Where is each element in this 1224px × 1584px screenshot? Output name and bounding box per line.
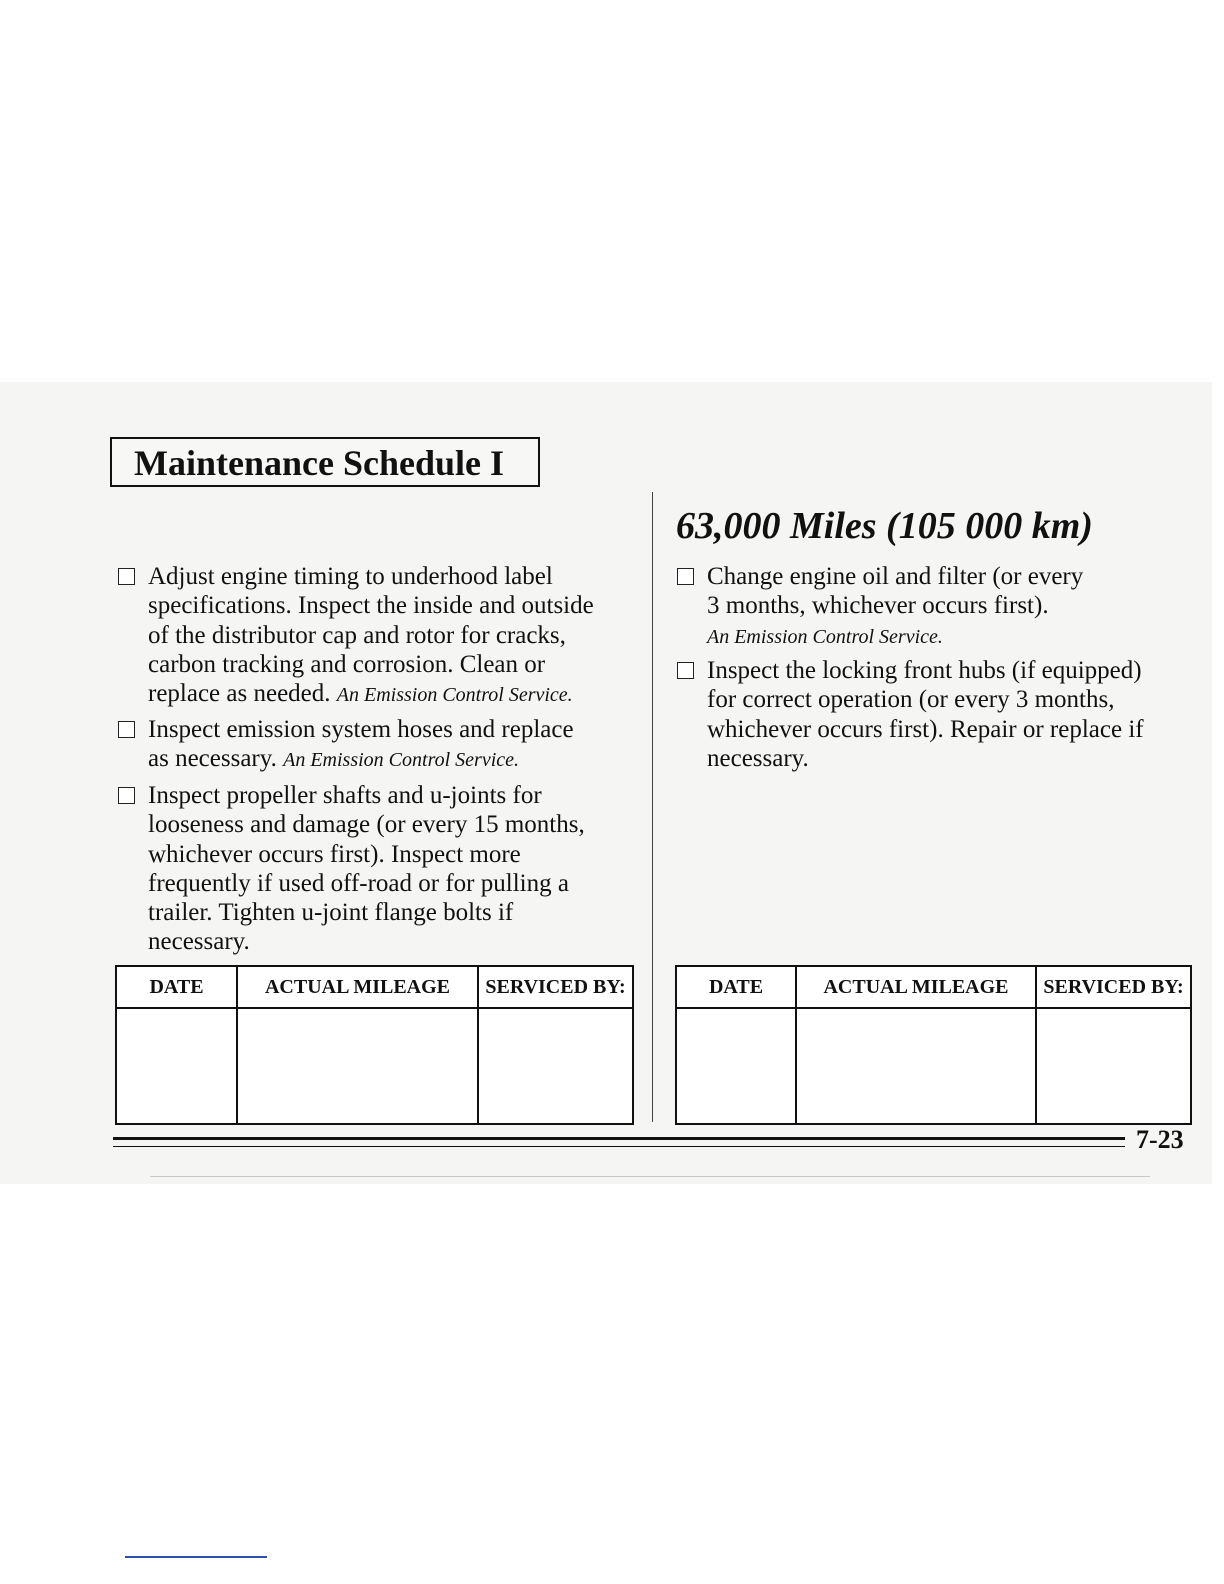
item-line: specifications. Inspect the inside and outside [148, 592, 594, 620]
service-record-table-right [675, 965, 1192, 1125]
checkbox[interactable] [118, 787, 135, 804]
link-underline[interactable] [125, 1556, 267, 1558]
checkbox[interactable] [677, 568, 694, 585]
item-line: Inspect emission system hoses and replace [148, 716, 574, 743]
item-line: Change engine oil and filter (or every [707, 563, 1084, 590]
service-record-table-left [115, 965, 634, 1125]
mileage-heading: 63,000 Miles (105 000 km) [676, 505, 1093, 547]
checklist-item-adjust-timing [118, 562, 594, 710]
footer-rule-thick [113, 1137, 1125, 1140]
page-title: Maintenance Schedule I [134, 443, 505, 483]
serviced-by-entry-cell[interactable] [1036, 1008, 1191, 1124]
serviced-by-entry-cell[interactable] [478, 1008, 633, 1124]
item-line: Adjust engine timing to underhood label [148, 563, 553, 590]
item-line: necessary. [148, 928, 250, 956]
item-line: Inspect propeller shafts and u-joints for [148, 782, 542, 809]
title-box [110, 437, 540, 487]
checklist-item-oil-change [677, 562, 1083, 653]
item-line: as necessary. [148, 745, 277, 773]
service-note: An Emission Control Service. [336, 684, 573, 707]
item-line: whichever occurs first). Inspect more [148, 840, 521, 868]
checklist-item-locking-hubs [677, 656, 1144, 773]
item-line: replace as needed. [148, 680, 331, 708]
header-serviced-by: SERVICED BY: [478, 966, 633, 1008]
checkbox[interactable] [118, 568, 135, 585]
checklist-item-propeller-shafts [118, 781, 585, 957]
column-divider [652, 492, 653, 1122]
header-date: DATE [676, 966, 796, 1008]
checkbox[interactable] [118, 721, 135, 738]
item-line: 3 months, whichever occurs first). [707, 592, 1049, 620]
header-actual-mileage: ACTUAL MILEAGE [796, 966, 1036, 1008]
item-line: frequently if used off-road or for pulling a [148, 869, 569, 897]
item-line: looseness and damage (or every 15 months, [148, 811, 585, 839]
service-note: An Emission Control Service. [283, 749, 520, 772]
item-line: of the distributor cap and rotor for cracks, [148, 621, 566, 649]
mileage-entry-cell[interactable] [796, 1008, 1036, 1124]
header-actual-mileage: ACTUAL MILEAGE [237, 966, 478, 1008]
header-serviced-by: SERVICED BY: [1036, 966, 1191, 1008]
date-entry-cell[interactable] [676, 1008, 796, 1124]
item-line: trailer. Tighten u-joint flange bolts if [148, 899, 514, 927]
service-note: An Emission Control Service. [707, 625, 943, 648]
checkbox[interactable] [677, 662, 694, 679]
item-line: Inspect the locking front hubs (if equipped) [707, 657, 1142, 684]
date-entry-cell[interactable] [116, 1008, 237, 1124]
mileage-entry-cell[interactable] [237, 1008, 478, 1124]
item-line: whichever occurs first). Repair or replace if [707, 715, 1144, 743]
checklist-item-emission-hoses [118, 715, 574, 776]
item-line: necessary. [707, 744, 809, 772]
page-number: 7-23 [1136, 1125, 1184, 1154]
item-line: for correct operation (or every 3 months, [707, 686, 1115, 714]
footer-rule-thin [113, 1146, 1125, 1147]
scan-edge-line [150, 1176, 1150, 1177]
item-line: carbon tracking and corrosion. Clean or [148, 650, 546, 678]
header-date: DATE [116, 966, 237, 1008]
